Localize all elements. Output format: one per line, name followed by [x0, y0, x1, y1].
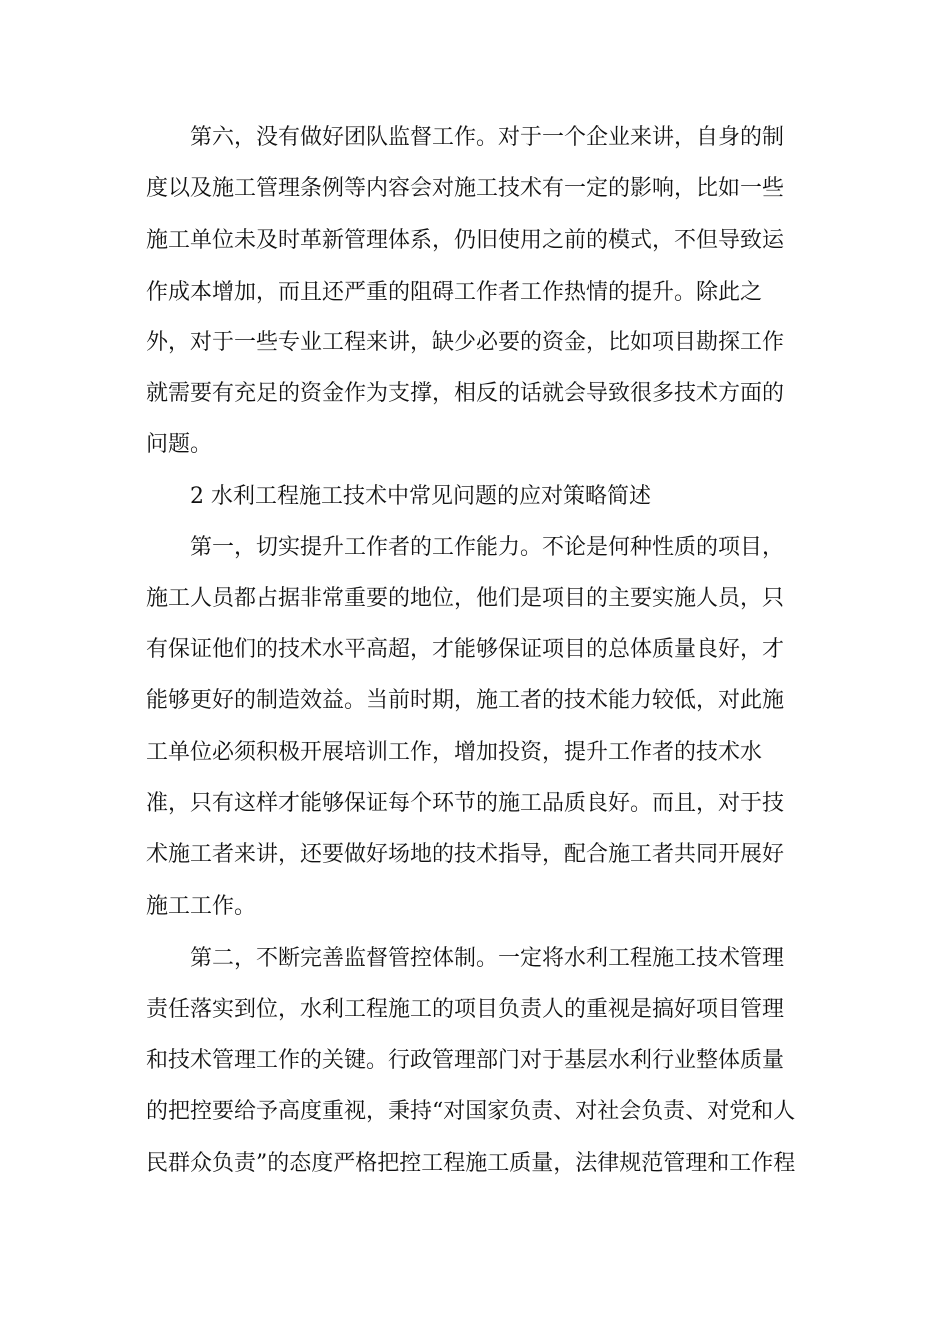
paragraph-1-line-5: 工单位必须积极开展培训工作，增加投资，提升工作者的技术水 [146, 740, 763, 765]
paragraph-1-line-2: 施工人员都占据非常重要的地位，他们是项目的主要实施人员，只 [146, 586, 785, 611]
paragraph-6-line-2: 度以及施工管理条例等内容会对施工技术有一定的影响，比如一些 [146, 176, 785, 201]
paragraph-1-line-3: 有保证他们的技术水平高超，才能够保证项目的总体质量良好，才 [146, 637, 785, 662]
paragraph-6-line-3: 施工单位未及时革新管理体系，仍旧使用之前的模式，不但导致运 [146, 228, 785, 253]
paragraph-2-line-2: 责任落实到位，水利工程施工的项目负责人的重视是搞好项目管理 [146, 997, 785, 1022]
paragraph-2-line-4: 的把控要给予高度重视，秉持“对国家负责、对社会负责、对党和人 [146, 1099, 796, 1124]
paragraph-2-line-3: 和技术管理工作的关键。行政管理部门对于基层水利行业整体质量 [146, 1048, 785, 1073]
section-heading: 2 水利工程施工技术中常见问题的应对策略简述 [190, 484, 651, 509]
paragraph-1-line-8: 施工工作。 [146, 894, 257, 919]
paragraph-2-line-1: 第二，不断完善监督管控体制。一定将水利工程施工技术管理 [190, 946, 785, 971]
paragraph-2-line-5: 民群众负责”的态度严格把控工程施工质量，法律规范管理和工作程 [146, 1151, 796, 1176]
paragraph-6-line-5: 外，对于一些专业工程来讲，缺少必要的资金，比如项目勘探工作 [146, 330, 785, 355]
paragraph-1-line-6: 准，只有这样才能够保证每个环节的施工品质良好。而且，对于技 [146, 791, 785, 816]
paragraph-6-line-4: 作成本增加，而且还严重的阻碍工作者工作热情的提升。除此之 [146, 280, 763, 305]
paragraph-6-line-7: 问题。 [146, 432, 213, 457]
paragraph-6-line-1: 第六，没有做好团队监督工作。对于一个企业来讲，自身的制 [190, 125, 785, 150]
paragraph-1-line-4: 能够更好的制造效益。当前时期，施工者的技术能力较低，对此施 [146, 688, 785, 713]
paragraph-1-line-7: 术施工者来讲，还要做好场地的技术指导，配合施工者共同开展好 [146, 842, 785, 867]
paragraph-6-line-6: 就需要有充足的资金作为支撑，相反的话就会导致很多技术方面的 [146, 381, 785, 406]
paragraph-1-line-1: 第一，切实提升工作者的工作能力。不论是何种性质的项目， [190, 535, 785, 560]
